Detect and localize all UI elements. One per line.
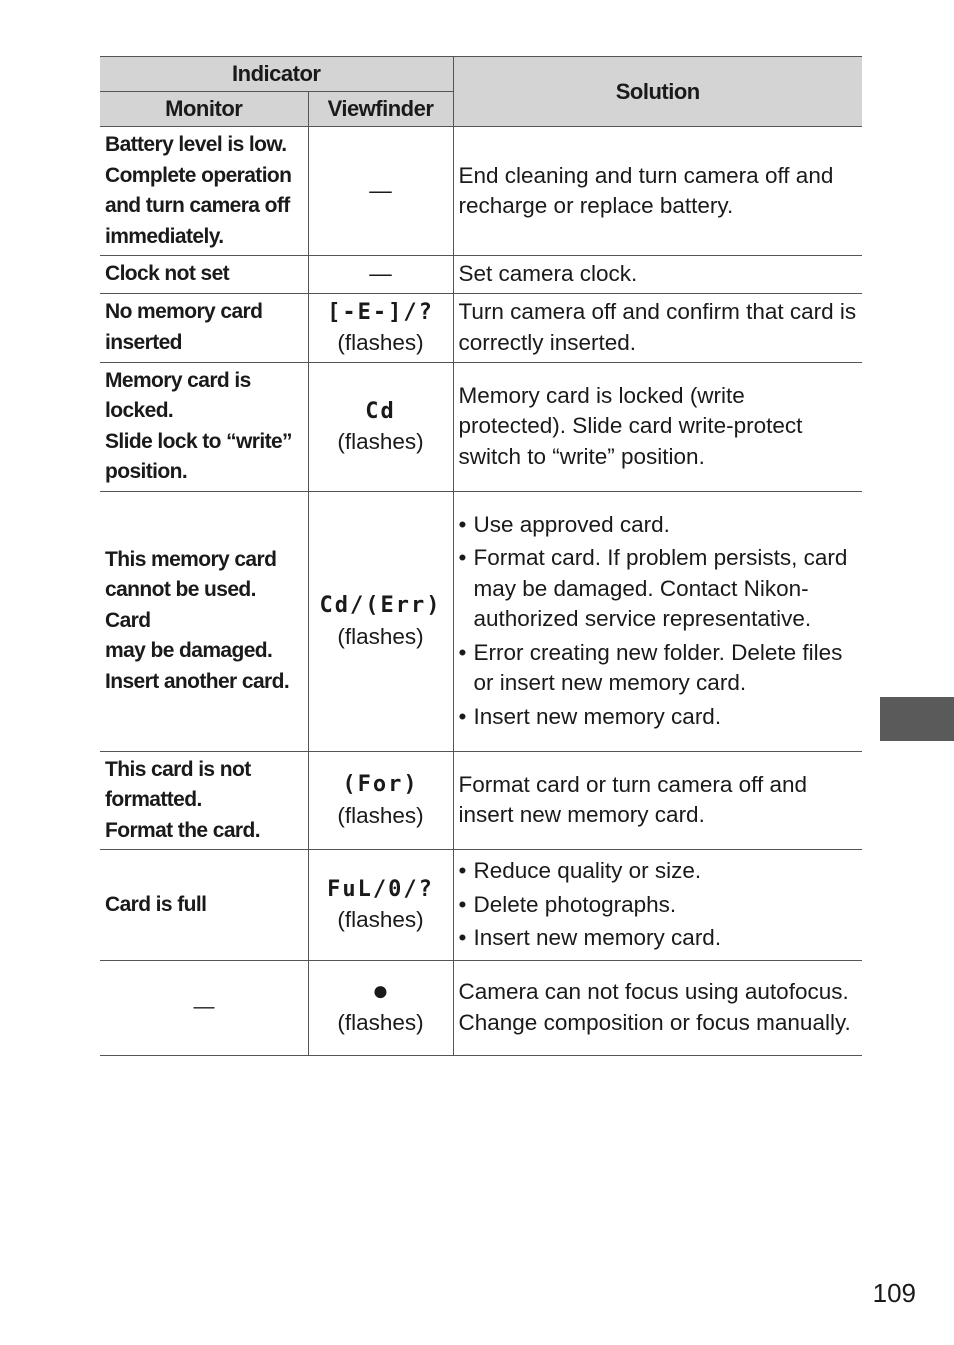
table-row <box>100 491 862 751</box>
viewfinder-cell <box>308 850 453 961</box>
viewfinder-cell <box>308 751 453 850</box>
card-error-indicator-icon: Cd/(Err) <box>319 593 442 618</box>
solution-list <box>459 856 858 954</box>
monitor-cell <box>100 850 308 961</box>
viewfinder-text: (flashes) <box>337 623 424 649</box>
monitor-text: Card is full <box>105 892 207 916</box>
monitor-text: This memory card <box>105 547 277 571</box>
monitor-text: Battery level is low. <box>105 133 287 156</box>
monitor-text: may be damaged. <box>105 639 273 663</box>
monitor-text: and turn camera off <box>105 194 290 217</box>
format-indicator-icon: (For) <box>342 772 419 798</box>
list-item: • Reduce quality or size. <box>459 856 858 887</box>
table-row <box>100 850 862 961</box>
viewfinder-cell <box>308 960 453 1055</box>
monitor-text: Insert another card. <box>105 669 290 693</box>
list-item: • Delete photographs. <box>459 890 858 921</box>
solution-cell <box>453 850 862 961</box>
header-solution: Solution <box>453 57 862 127</box>
list-item: • Use approved card. <box>459 510 858 541</box>
indicator-table <box>100 56 862 1056</box>
table-row <box>100 362 862 491</box>
monitor-text: — <box>193 995 214 1019</box>
monitor-cell <box>100 127 308 256</box>
viewfinder-cell <box>308 127 453 256</box>
card-indicator-icon: Cd <box>365 398 396 424</box>
solution-cell <box>453 491 862 751</box>
page-number: 109 <box>872 1278 916 1308</box>
list-item: • Error creating new folder. Delete files or insert new memory card. <box>459 638 858 699</box>
header-monitor: Monitor <box>100 92 308 127</box>
monitor-cell <box>100 491 308 751</box>
solution-cell: End cleaning and turn camera off and recharge or replace battery. <box>453 127 862 256</box>
viewfinder-text: — <box>369 177 392 203</box>
table-row <box>100 256 862 294</box>
solution-cell: Memory card is locked (write protected). Slide card write-protect switch to “write” position. <box>453 362 862 491</box>
table-row <box>100 751 862 850</box>
monitor-text: Clock not set <box>105 262 230 285</box>
list-item: • Insert new memory card. <box>459 702 858 733</box>
solution-cell: Format card or turn camera off and insert new memory card. <box>453 751 862 850</box>
table-row <box>100 127 862 256</box>
viewfinder-cell <box>308 362 453 491</box>
focus-indicator-icon: ● <box>372 974 389 1006</box>
monitor-text: No memory card <box>105 300 263 323</box>
monitor-text: formatted. <box>105 788 202 811</box>
monitor-cell <box>100 751 308 850</box>
monitor-text: position. <box>105 460 188 483</box>
list-item: • Format card. If problem persists, card may be damaged. Contact Nikon-authorized service representative. <box>459 543 858 635</box>
no-card-indicator-icon: [-E-]/? <box>327 299 434 325</box>
viewfinder-text: (flashes) <box>337 330 424 355</box>
monitor-text: immediately. <box>105 224 224 248</box>
viewfinder-cell <box>308 293 453 362</box>
header-indicator: Indicator <box>100 57 453 92</box>
list-item: • Insert new memory card. <box>459 923 858 954</box>
viewfinder-text: (flashes) <box>337 1010 424 1035</box>
solution-cell: Set camera clock. <box>453 256 862 294</box>
monitor-cell <box>100 960 308 1055</box>
viewfinder-cell <box>308 256 453 294</box>
header-viewfinder: Viewfinder <box>308 92 453 127</box>
solution-list <box>459 510 858 733</box>
solution-cell: Turn camera off and confirm that card is correctly inserted. <box>453 293 862 362</box>
monitor-text: Format the card. <box>105 818 260 842</box>
monitor-text: Complete operation <box>105 163 292 187</box>
monitor-text: cannot be used. Card <box>105 578 256 632</box>
solution-cell: Camera can not focus using autofocus. Change composition or focus manually. <box>453 960 862 1055</box>
table-row <box>100 960 862 1055</box>
monitor-text: Slide lock to “write” <box>105 429 292 453</box>
monitor-text: Memory card is locked. <box>105 368 251 422</box>
card-full-indicator-icon: FuL/0/? <box>327 876 434 902</box>
viewfinder-text: (flashes) <box>337 429 424 454</box>
viewfinder-cell <box>308 491 453 751</box>
monitor-text: This card is not <box>105 757 251 781</box>
monitor-cell <box>100 256 308 294</box>
section-tab <box>880 697 954 741</box>
viewfinder-text: — <box>369 261 392 286</box>
monitor-cell <box>100 362 308 491</box>
viewfinder-text: (flashes) <box>337 907 424 933</box>
monitor-text: inserted <box>105 330 182 354</box>
monitor-cell <box>100 293 308 362</box>
viewfinder-text: (flashes) <box>337 802 424 828</box>
table-row <box>100 293 862 362</box>
